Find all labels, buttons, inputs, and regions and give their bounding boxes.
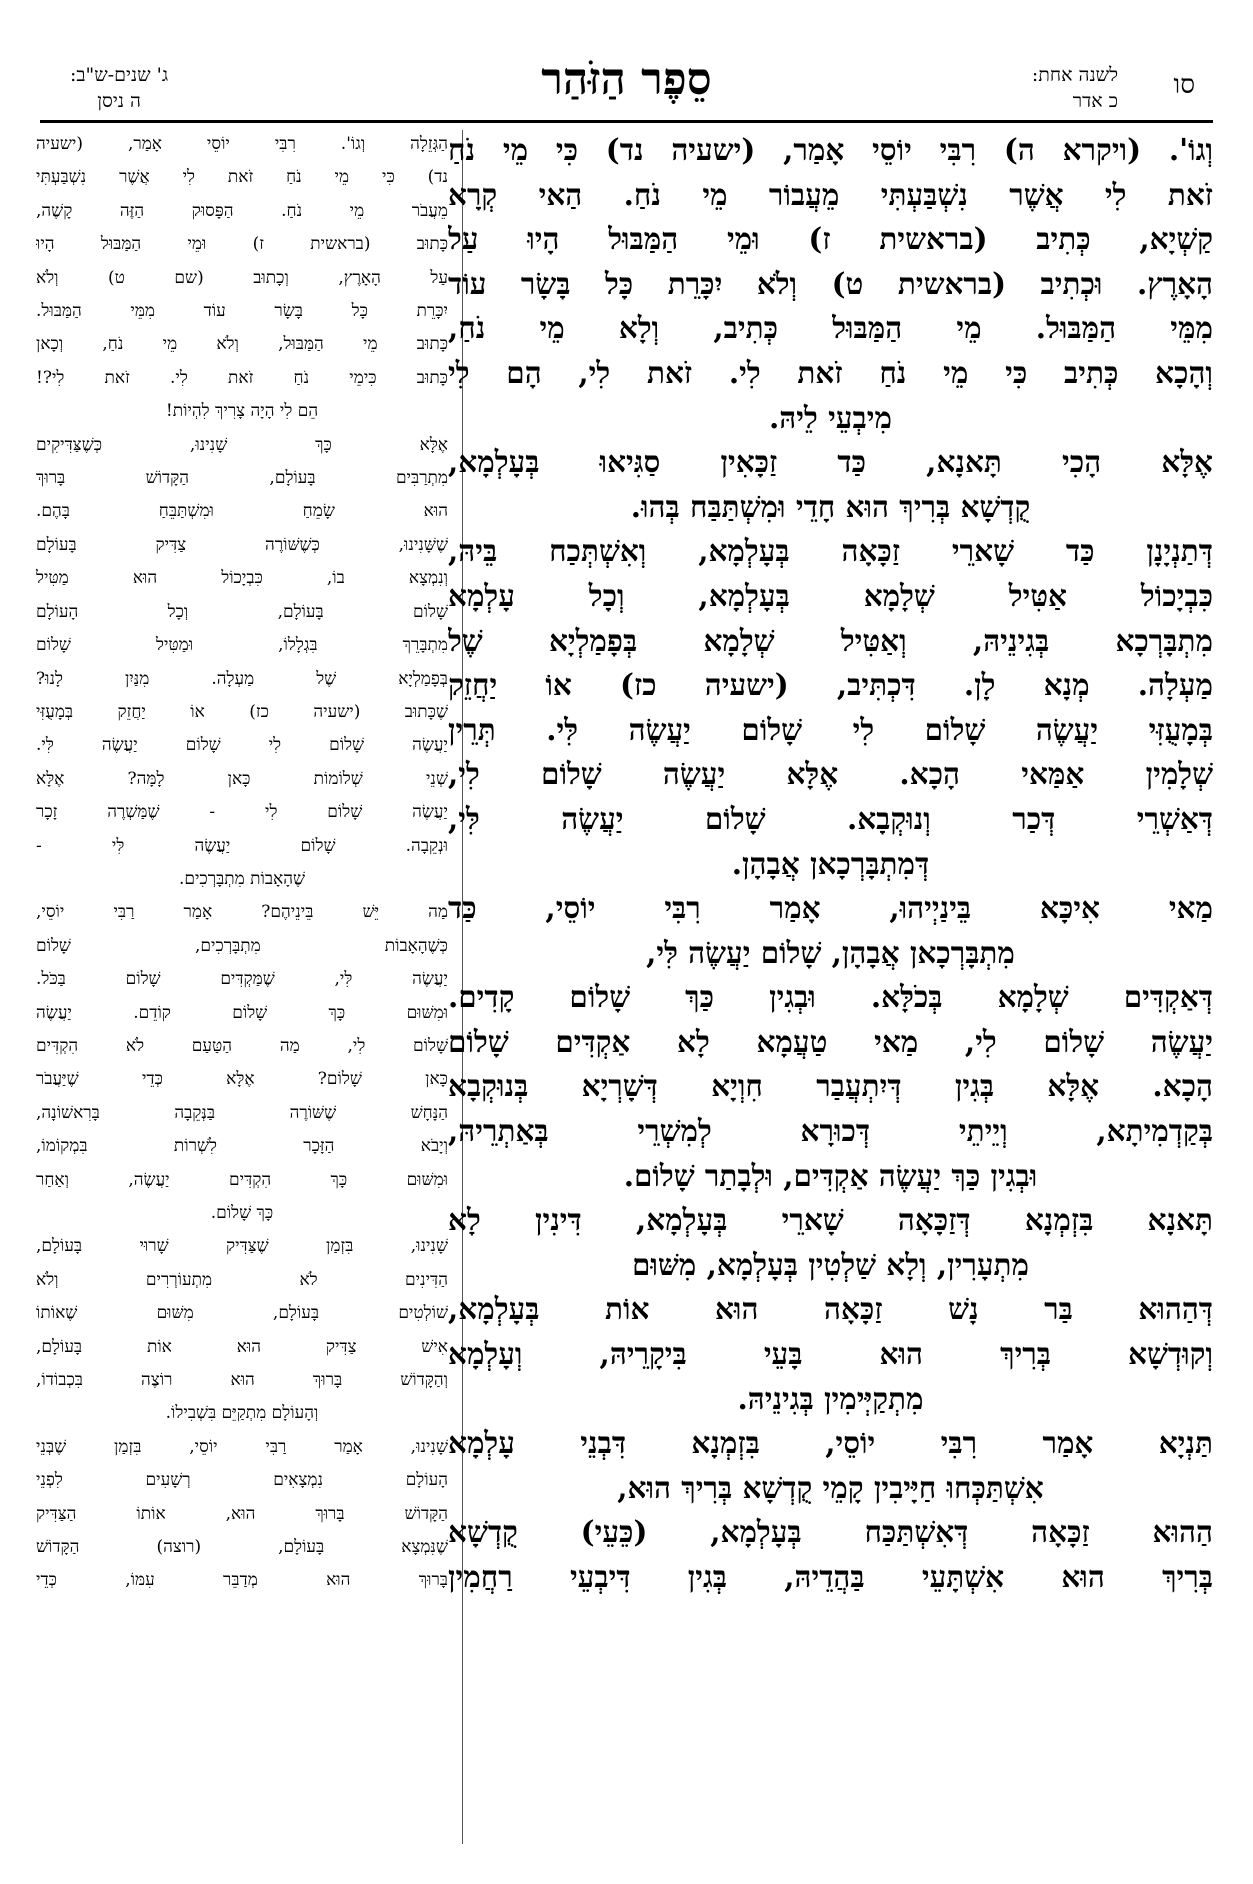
text-line: בְּפָמַלְיָא שֶׁל מַעְלָה. מִנַּיִן לָנוּ? [36,668,448,689]
text-line: וְנִמְצָא בוֹ, כִּבְיָכוֹל הוּא מַטִּיל [36,568,448,589]
text-line: יִכָּרֵת כָּל בָּשָׂר עוֹד מִמֵּי הַמַּבּוּל. [36,301,448,322]
text-line: מַאי אִיכָּא בֵּינַיְיהוּ, אָמַר רִבִּי יוֹסֵי, כַּד [448,890,1213,926]
text-line: שָׁנִינוּ, אָמַר רַבִּי יוֹסֵי, בִּזְמַן שֶׁבְּנֵי [36,1436,448,1457]
text-line: עַל הָאָרֶץ, וְכָתוּב (שם ט) וְלֹא [36,267,448,288]
text-line: הַהוּא זַכָּאָה דְּאִשְׁתַּכַּח בְּעָלְמָא, (כֵּעֵי) קֻדְשָׁא [448,1514,1213,1550]
text-line: מַה יֵּשׁ בֵּינֵיהֶם? אָמַר רַבִּי יוֹסֵי, [36,902,448,923]
text-line: הֵם לִי הָיָה צָרִיךְ לִהְיוֹת! [165,401,319,422]
text-line: וְגוֹ'. (ויקרא ה) רִבִּי יוֹסֵי אָמַר, (ישעיה נד) כִּי מֵי נֹחַ [448,132,1213,167]
text-line: דְּאַקְדִּים שְׁלָמָא בְּכֹלָּא. וּבְגִין כַּךְ שָׁלוֹם קָדִים. [448,979,1213,1015]
reading-schedule-three-year [70,62,168,114]
text-line: נד) כִּי מֵי נֹחַ זֹאת לִי אֲשֶׁר נִשְׁבַּעְתִּי [36,167,448,188]
text-line: מַעְלָה. מְנָא לָן. דִּכְתִּיב, (ישעיה כז) אוֹ יַחֲזֵק [448,667,1213,703]
text-line: תָּאנָא בִּזְמְנָא דְּזַכָּאָה שָׁארֵי בְּעָלְמָא, דִּינִין לָא [448,1202,1213,1238]
text-line: שֶׁכָּתוּב (ישעיה כז) אוֹ יַחֲזֵק בְּמָעֻזִּי [36,701,448,722]
text-line: שָׁלוֹם בָּעוֹלָם, וְכָל הָעוֹלָם [36,601,448,622]
text-line: מִתְרַבִּים בָּעוֹלָם, הַקָּדוֹשׁ בָּרוּךְ [36,468,448,489]
text-line: בְּמָעֻזִּי יַעֲשֶׂה שָׁלוֹם לִי שָׁלוֹם יַעֲשֶׂה לִּי. תְּרֵין [448,711,1213,747]
text-line: וּנְקֵבָה. שָׁלוֹם יַעֲשֶׂה לִּי - [36,835,448,856]
text-line: וְהַקָּדוֹשׁ בָּרוּךְ הוּא רוֹצֶה בִּכְבוֹדוֹ, [36,1370,448,1391]
aramaic-main-column [448,128,1213,1600]
text-line: שָׁנִינוּ, בִּזְמַן שֶׁצַּדִּיק שָׁרוּי בָּעוֹלָם, [36,1236,448,1257]
text-line: מִמֵּי הַמַּבּוּל. מֵי הַמַּבּוּל כְּתִיב, וְלָא מֵי נֹחַ, [448,310,1213,346]
text-line: בָּרוּךְ הוּא מְדַבֵּר עִמּוֹ, כְּדֵי [36,1570,448,1591]
schedule-label: לשנה אחת: [1031,64,1118,86]
text-line: תַּנְיָא אָמַר רִבִּי יוֹסֵי, בִּזְמְנָא דִּבְנֵי עָלְמָא [448,1425,1213,1461]
text-line: מִתְקַיְּימִין בְּגִינֵיהּ. [737,1380,924,1416]
text-line: כָּתוּב (בראשית ז) וּמֵי הַמַּבּוּל הָיוּ [36,234,448,255]
text-line: שֶׁהָאָבוֹת מִתְבָּרְכִים. [178,868,306,889]
text-line: הָעוֹלָם נִמְצָאִים רְשָׁעִים לִפְנֵי [36,1470,448,1491]
text-line: קֻדְשָׁא בְּרִיךְ הוּא חָדֵי וּמִשְׁתַּבַּח בְּהוּ. [630,488,1031,524]
text-line: יַעֲשֶׂה שָׁלוֹם לִי - שֶׁמַּשְׁרֶה זָכָר [36,802,448,823]
text-line: אִשְׁתַּכְּחוּ חַיָּיבִין קָמֵי קֻדְשָׁא בְּרִיךְ הוּא, [617,1469,1044,1505]
text-line: הָכָא. אֶלָּא בְּגִין דְּיִתְעֲבַר חִוְיָא דְּשָׁרְיָא בְּנוּקְבָא [448,1068,1213,1104]
text-line: יַעֲשֶׂה שָׁלוֹם לִי, מַאי טַעֲמָא לָא אַקְדִּים שָׁלוֹם [448,1023,1213,1059]
text-line: כָּאן שָׁלוֹם? אֶלָּא כְּדֵי שֶׁיַּעֲבֹר [36,1069,448,1090]
book-title: סֵפֶר הַזֹּהַר [541,54,712,105]
text-line: וּמִשּׁוּם כָּךְ שָׁלוֹם קוֹדֵם. יַעֲשֶׂה [36,1002,448,1023]
text-line: שְׁנֵי שְׁלוֹמוֹת כָּאן לָמָּה? אֶלָּא [36,768,448,789]
text-line: כָּתוּב כִּימֵי נֹחַ זֹאת לִי. זֹאת לִי?! [36,367,448,388]
text-line: כְּשֶׁהָאָבוֹת מִתְבָּרְכִים, שָׁלוֹם [36,935,448,956]
text-line: הוּא שָׂמֵחַ וּמִשְׁתַּבֵּחַ בָּהֶם. [36,501,448,522]
text-line: אֶלָּא הָכִי תָּאנָא, כַּד זַכָּאִין סַגִּיאוּ בְּעָלְמָא, [448,444,1213,480]
text-line: דְּהַהוּא בַּר נָשׁ זַכָּאָה הוּא אוֹת בְּעָלְמָא, [448,1291,1213,1327]
text-line: מִתְעָרִין, וְלָא שַׁלְטִין בְּעָלְמָא, מִשּׁוּם [631,1246,1030,1282]
schedule-date: ה ניסן [97,90,141,112]
text-line: וְהָכָא כְּתִיב כִּי מֵי נֹחַ זֹאת לִי. זֹאת לִי, הָם לִי [448,354,1213,390]
text-line: הַנָּחָשׁ שֶׁשּׁוֹרֶה בַּנְּקֵבָה בָּרִאשׁוֹנָה, [36,1102,448,1123]
text-line: בְּקַדְמִיתָא, וְיֵיתֵי דְּכוּרָא לְמִשְׁרֵי בְּאַתְרֵיהּ, [448,1113,1213,1149]
page-header [40,50,1213,128]
text-line: הָאָרֶץ. וּכְתִיב (בראשית ט) וְלֹא יִכָּרֵת כָּל בָּשָׂר עוֹד [448,265,1213,301]
text-line: שֶׁשָּׁנִינוּ, כְּשֶׁשּׁוֹרֶה צַדִּיק בָּעוֹלָם [36,534,448,555]
text-line: וְיָבֹא הַזָּכָר לִשְׁרוֹת בִּמְקוֹמוֹ, [36,1136,448,1157]
text-line: הַדִּינִים לֹא מִתְעוֹרְרִים וְלֹא [36,1269,448,1290]
text-line: קַשְׁיָא, כְּתִיב (בראשית ז) וּמֵי הַמַּבּוּל הָיוּ עַל [448,221,1213,257]
text-line: מֵעֲבֹר מֵי נֹחַ. הַפָּסוּק הַזֶּה קָשֶׁה, [36,200,448,221]
schedule-label: ג' שנים-ש"ב: [70,64,169,86]
text-line: כִּבְיָכוֹל אַטִּיל שְׁלָמָא בְּעָלְמָא, וְכָל עָלְמָא [448,577,1213,613]
text-line: מִתְבָּרְכָאן אֲבָהָן, שָׁלוֹם יַעֲשֶׂה לִּי, [646,934,1015,970]
text-line: בְּרִיךְ הוּא אִשְׁתָּעֵי בַּהֲדֵיהּ, בְּגִין דִּיבְעֵי רַחֲמִין [448,1559,1213,1594]
text-line: זֹאת לִי אֲשֶׁר נִשְׁבַּעְתִּי מֵעֲבוֹר מֵי נֹחַ. הַאי קְרָא [448,176,1213,212]
text-line: יַעֲשֶׂה שָׁלוֹם לִי שָׁלוֹם יַעֲשֶׂה לִּי. [36,735,448,756]
text-line: הַקָּדוֹשׁ בָּרוּךְ הוּא, אוֹתוֹ הַצַּדִּיק [36,1503,448,1524]
text-line: יַעֲשֶׂה לִּי, שֶׁמַּקְדִּים שָׁלוֹם בַּכֹּל. [36,969,448,990]
text-line: כָּתוּב מֵי הַמַּבּוּל, וְלֹא מֵי נֹחַ, וְכָאן [36,334,448,355]
text-line: וּמִשּׁוּם כָּךְ הִקְדִּים יַעֲשֶׂה, וְאַחַר [36,1169,448,1190]
text-line: אֶלָּא כָּךְ שָׁנִינוּ, כְּשֶׁצַּדִּיקִים [36,434,448,455]
text-line: מִתְבָּרֵךְ בִּגְלָלוֹ, וּמַטִּיל שָׁלוֹם [36,635,448,656]
text-line: דְּתַנְיָנָן כַּד שָׁארֵי זַכָּאָה בְּעָלְמָא, וְאִשְׁתְּכַח בֵּיהּ, [448,533,1213,569]
schedule-date: כ אדר [1072,90,1118,112]
text-line: שְׁלָמִין אַמַּאי הָכָא. אֶלָּא יַעֲשֶׂה שָׁלוֹם לִי, [448,756,1213,792]
header-divider [40,120,1213,123]
text-line: וְקוּדְשָׁא בְּרִיךְ הוּא בָּעֵי בִּיקָרֵיהּ, וְעָלְמָא [448,1336,1213,1372]
page-number: סו [1173,70,1195,100]
text-line: כָּךְ שָׁלוֹם. [210,1203,274,1223]
text-line: אִישׁ צַדִּיק הוּא אוֹת בָּעוֹלָם, [36,1336,448,1357]
text-line: דְּאַשְׁרֵי דְּכַר וְנוּקְבָא. שָׁלוֹם יַעֲשֶׂה לִּי, [448,800,1213,836]
text-line: הַגְּזֵלָה וְגוֹ'. רִבִּי יוֹסֵי אָמַר, (ישעיה [36,134,448,154]
text-line: שׁוֹלְטִים בָּעוֹלָם, מִשּׁוּם שֶׁאוֹתוֹ [36,1303,448,1324]
text-line: שָׁלוֹם לִי, מַה הַטַּעַם לֹא הִקְדִּים [36,1035,448,1056]
text-line: דְּמִתְבָּרְכָאן אֲבָהָן. [731,845,930,881]
text-line: שֶׁנִּמְצָא בָּעוֹלָם, (רוצה) הַקָּדוֹשׁ [36,1537,448,1558]
hebrew-translation-column [36,128,448,1598]
text-line: מִיבְעֵי לֵיהּ. [769,399,892,435]
text-line: מִתְבָּרְכָא בְּגִינֵיהּ, וְאַטִּיל שְׁלָמָא בְּפָמַלְיָא שֶׁל [448,622,1213,658]
text-line: וּבְגִין כַּךְ יַעֲשֶׂה אַקְדִּים, וּלְבָתַר שָׁלוֹם. [623,1157,1038,1193]
text-line: וְהָעוֹלָם מִתְקַיֵּם בִּשְׁבִילוֹ. [165,1403,319,1424]
